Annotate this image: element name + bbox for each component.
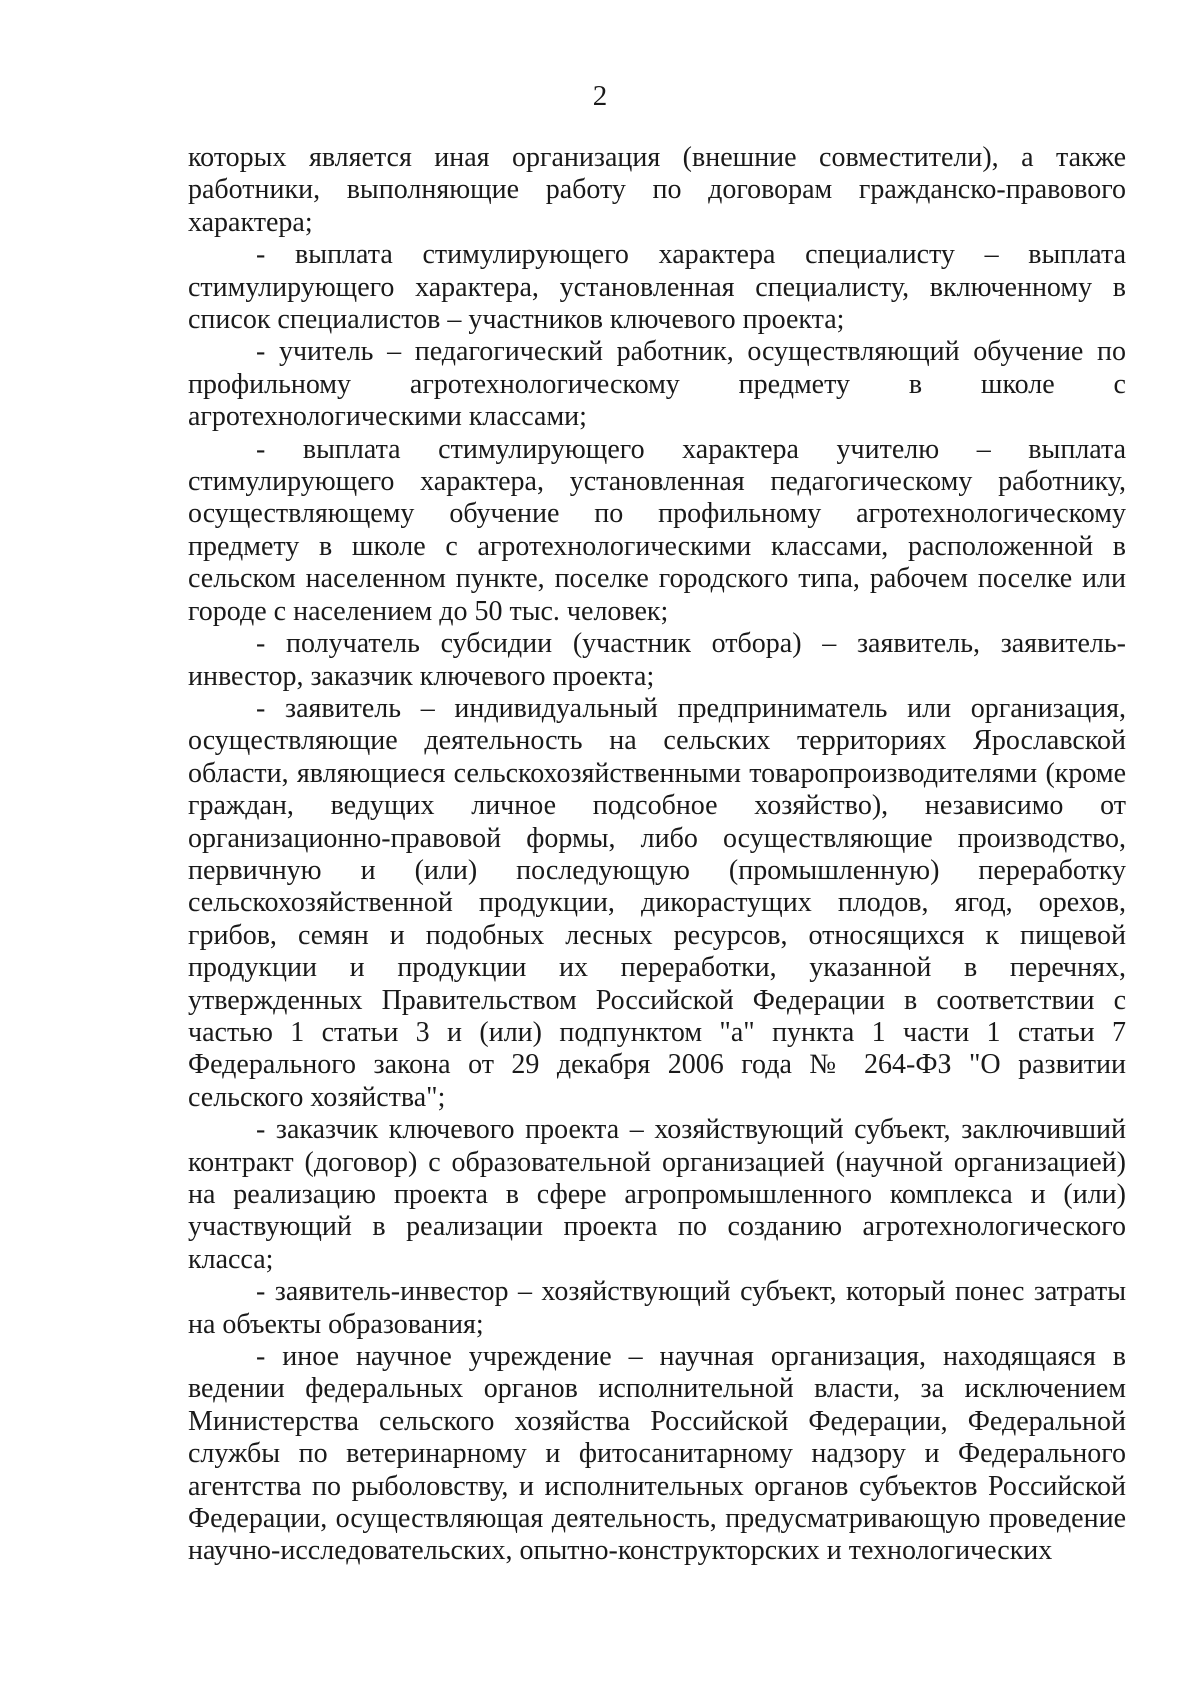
- paragraph-5: - получатель субсидии (участник отбора) – заявитель, заявитель-инвестор, заказчик ключевого проекта;: [188, 628, 1126, 692]
- paragraph-8: - заявитель-инвестор – хозяйствующий субъект, который понес затраты на объекты образования;: [188, 1276, 1126, 1340]
- paragraph-2: - выплата стимулирующего характера специалисту – выплата стимулирующего характера, установленная специалисту, включенному в список специалистов – участников ключевого проекта;: [188, 239, 1126, 336]
- paragraph-9: - иное научное учреждение – научная организация, находящаяся в ведении федеральных органов исполнительной власти, за исключением Министерства сельского хозяйства Российской Федерации, Федеральной службы по ветеринарному и фитосанитарному надзору и Федерального агентства по рыболовству, и исполнительных органов субъектов Российской Федерации, осуществляющая деятельность, предусматривающую проведение научно-исследовательских, опытно-конструкторских и технологических: [188, 1341, 1126, 1567]
- document-body: [188, 142, 1126, 1568]
- paragraph-7: - заказчик ключевого проекта – хозяйствующий субъект, заключивший контракт (договор) с образовательной организацией (научной организацией) на реализацию проекта в сфере агропромышленного комплекса и (или) участвующий в реализации проекта по созданию агротехнологического класса;: [188, 1114, 1126, 1275]
- paragraph-4: - выплата стимулирующего характера учителю – выплата стимулирующего характера, установленная педагогическому работнику, осуществляющему обучение по профильному агротехнологическому предмету в школе с агротехнологическими классами, расположенной в сельском населенном пункте, поселке городского типа, рабочем поселке или городе с населением до 50 тыс. человек;: [188, 433, 1126, 627]
- paragraph-3: - учитель – педагогический работник, осуществляющий обучение по профильному агротехнологическому предмету в школе с агротехнологическими классами;: [188, 336, 1126, 433]
- paragraph-1: которых является иная организация (внешние совместители), а также работники, выполняющие работу по договорам гражданско-правового характера;: [188, 142, 1126, 238]
- paragraph-6: - заявитель – индивидуальный предприниматель или организация, осуществляющие деятельность на сельских территориях Ярославской области, являющиеся сельскохозяйственными товаропроизводителями (кроме граждан, ведущих личное подсобное хозяйство), независимо от организационно-правовой формы, либо осуществляющие производство, первичную и (или) последующую (промышленную) переработку сельскохозяйственной продукции, дикорастущих плодов, ягод, орехов, грибов, семян и подобных лесных ресурсов, относящихся к пищевой продукции и продукции их переработки, указанной в перечнях, утвержденных Правительством Российской Федерации в соответствии с частью 1 статьи 3 и (или) подпунктом "а" пункта 1 части 1 статьи 7 Федерального закона от 29 декабря 2006 года № 264-ФЗ "О развитии сельского хозяйства";: [188, 692, 1126, 1113]
- page-number: 2: [592, 80, 608, 112]
